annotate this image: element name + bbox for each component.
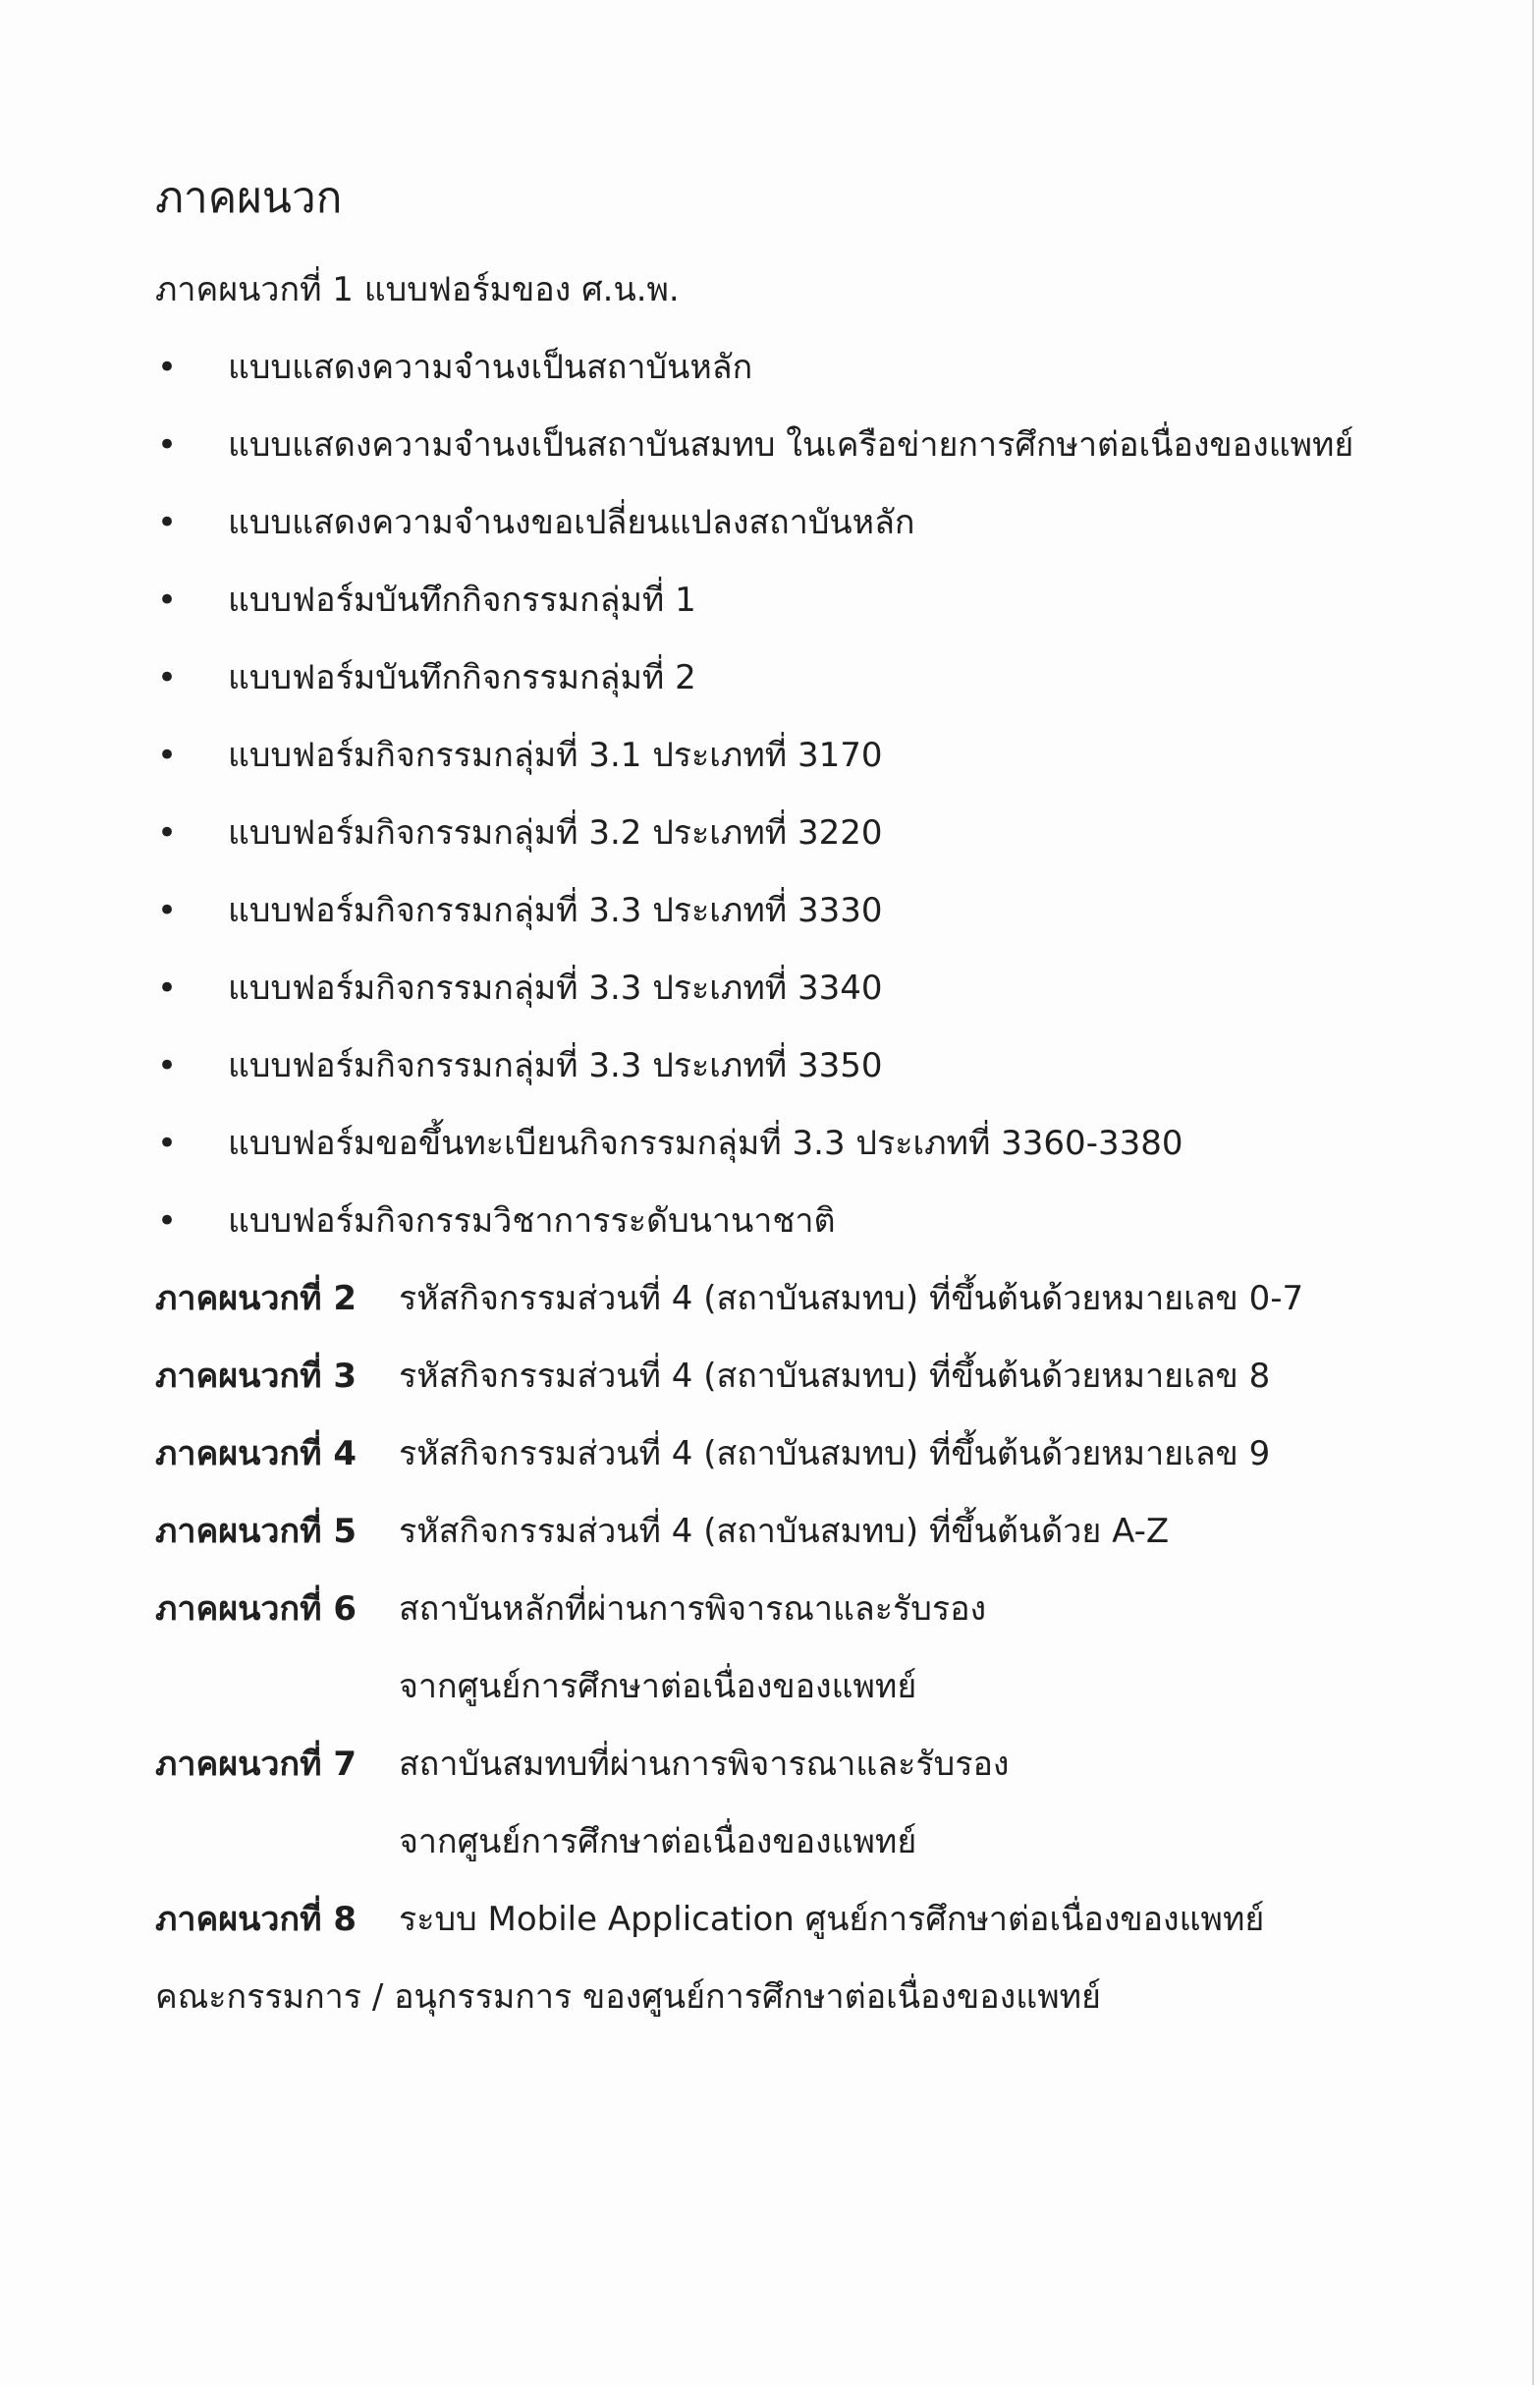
bullet-icon: • [157, 969, 178, 1008]
appendix-entry-8 [155, 1895, 1264, 1944]
bullet-icon: • [157, 581, 178, 620]
list-item-text: แบบฟอร์มบันทึกกิจกรรมกลุ่มที่ 1 [228, 581, 696, 620]
list-item-text: แบบฟอร์มกิจกรรมกลุ่มที่ 3.3 ประเภทที่ 3350 [228, 1046, 883, 1085]
list-item [157, 420, 1353, 470]
list-item-text: แบบฟอร์มกิจกรรมกลุ่มที่ 3.3 ประเภทที่ 3340 [228, 969, 883, 1008]
list-item-text: แบบฟอร์มขอขึ้นทะเบียนกิจกรรมกลุ่มที่ 3.3 ประเภทที่ 3360-3380 [228, 1124, 1183, 1163]
list-item [157, 808, 883, 858]
bullet-icon: • [157, 425, 178, 465]
appendix-text: รหัสกิจกรรมส่วนที่ 4 (สถาบันสมทบ) ที่ขึ้นต้นด้วยหมายเลข 9 [399, 1434, 1271, 1473]
appendix-entry-7 [155, 1740, 1009, 1789]
appendix-text-continued: จากศูนย์การศึกษาต่อเนื่องของแพทย์ [399, 1667, 917, 1706]
appendix-text: สถาบันหลักที่ผ่านการพิจารณาและรับรอง [399, 1589, 987, 1629]
list-item-text: แบบฟอร์มกิจกรรมกลุ่มที่ 3.1 ประเภทที่ 3170 [228, 736, 883, 775]
bullet-icon: • [157, 1201, 178, 1241]
list-item-text: แบบแสดงความจำนงเป็นสถาบันสมทบ ในเครือข่ายการศึกษาต่อเนื่องของแพทย์ [228, 425, 1354, 465]
list-item [157, 1041, 883, 1090]
list-item [157, 1196, 836, 1246]
appendix-entry-4 [155, 1429, 1270, 1478]
bullet-icon: • [157, 658, 178, 697]
page-edge-shadow [1532, 0, 1534, 2385]
appendix-text-continued: จากศูนย์การศึกษาต่อเนื่องของแพทย์ [399, 1822, 917, 1861]
bullet-icon: • [157, 736, 178, 775]
appendix-text: ระบบ Mobile Application ศูนย์การศึกษาต่อเนื่องของแพทย์ [399, 1900, 1265, 1939]
list-item-text: แบบฟอร์มบันทึกกิจกรรมกลุ่มที่ 2 [228, 658, 696, 697]
list-item-text: แบบฟอร์มกิจกรรมกลุ่มที่ 3.3 ประเภทที่ 3330 [228, 891, 883, 930]
appendix-label: ภาคผนวกที่ 6 [155, 1589, 357, 1629]
appendix-label: ภาคผนวกที่ 3 [155, 1357, 357, 1396]
list-item [157, 964, 883, 1013]
list-item-text: แบบแสดงความจำนงเป็นสถาบันหลัก [228, 348, 753, 387]
appendix-text: รหัสกิจกรรมส่วนที่ 4 (สถาบันสมทบ) ที่ขึ้นต้นด้วย A-Z [399, 1512, 1170, 1551]
bullet-icon: • [157, 1046, 178, 1085]
list-item-text: แบบฟอร์มกิจกรรมกลุ่มที่ 3.2 ประเภทที่ 3220 [228, 813, 883, 853]
appendix-entry-5 [155, 1507, 1169, 1556]
committee-line: คณะกรรมการ / อนุกรรมการ ของศูนย์การศึกษาต่อเนื่องของแพทย์ [155, 1977, 1101, 2017]
appendix-entry-6 [155, 1584, 986, 1634]
list-item-text: แบบแสดงความจำนงขอเปลี่ยนแปลงสถาบันหลัก [228, 503, 915, 542]
bullet-icon: • [157, 891, 178, 930]
bullet-icon: • [157, 813, 178, 853]
appendix-label: ภาคผนวกที่ 4 [155, 1434, 357, 1473]
appendix-text: สถาบันสมทบที่ผ่านการพิจารณาและรับรอง [399, 1745, 1010, 1784]
list-item [157, 498, 915, 547]
appendix-label: ภาคผนวกที่ 8 [155, 1900, 357, 1939]
list-item [157, 731, 883, 780]
list-item [157, 653, 696, 702]
appendix-entry-2 [155, 1274, 1303, 1323]
appendix-label: ภาคผนวกที่ 7 [155, 1745, 357, 1784]
appendix-label: ภาคผนวกที่ 2 [155, 1279, 357, 1318]
appendix-text: รหัสกิจกรรมส่วนที่ 4 (สถาบันสมทบ) ที่ขึ้นต้นด้วยหมายเลข 8 [399, 1357, 1271, 1396]
appendix-label: ภาคผนวกที่ 5 [155, 1512, 357, 1551]
list-item-text: แบบฟอร์มกิจกรรมวิชาการระดับนานาชาติ [228, 1201, 836, 1241]
list-item [157, 1119, 1183, 1168]
appendix-text: รหัสกิจกรรมส่วนที่ 4 (สถาบันสมทบ) ที่ขึ้นต้นด้วยหมายเลข 0-7 [399, 1279, 1304, 1318]
bullet-icon: • [157, 503, 178, 542]
list-item [157, 576, 696, 625]
list-item [157, 343, 752, 392]
bullet-icon: • [157, 1124, 178, 1163]
list-item [157, 886, 883, 935]
page-title: ภาคผนวก [155, 173, 343, 223]
bullet-icon: • [157, 348, 178, 387]
appendix-entry-3 [155, 1352, 1270, 1401]
appendix-1-heading: ภาคผนวกที่ 1 แบบฟอร์มของ ศ.น.พ. [155, 270, 680, 309]
